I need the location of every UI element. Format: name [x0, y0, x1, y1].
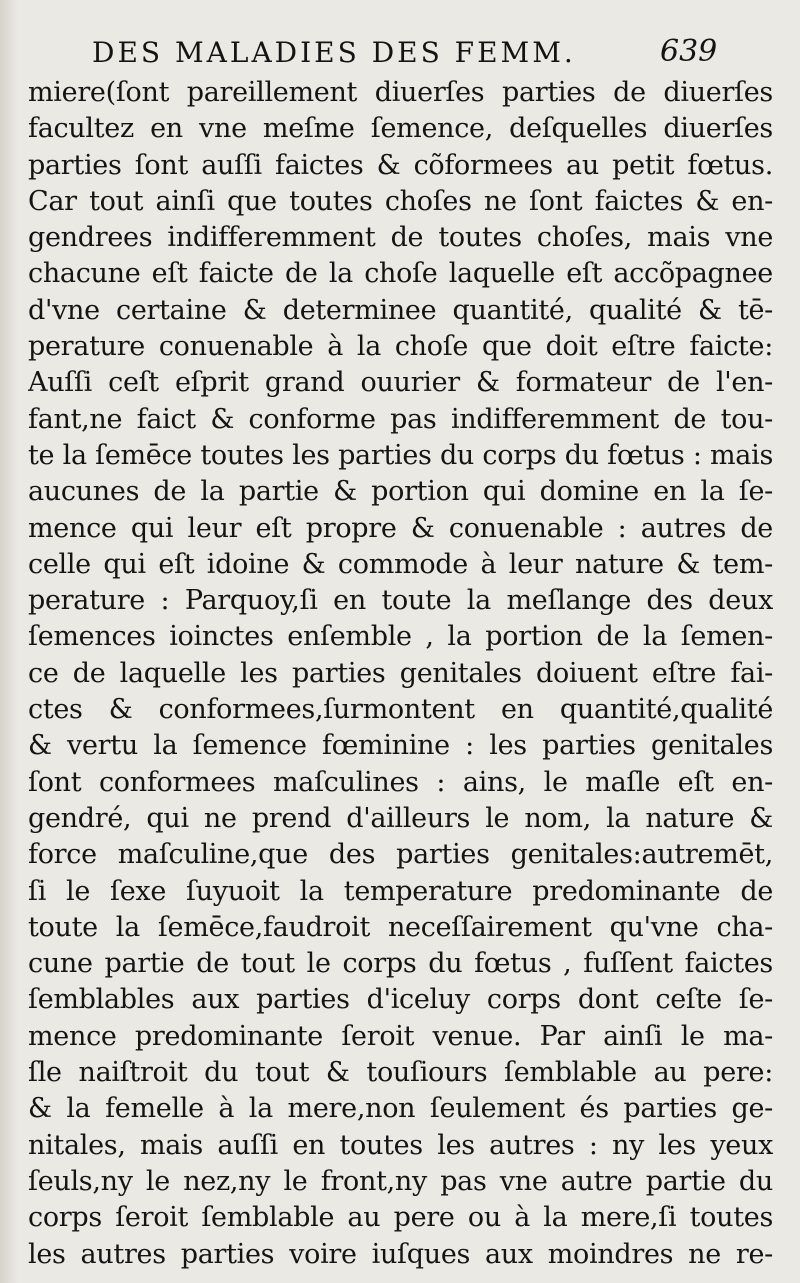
- text-line: ſont conformees maſculines : ains, le maſle eſt en-: [28, 766, 773, 798]
- page-body-text: [28, 75, 773, 1281]
- running-title: DES MALADIES DES FEMM.: [92, 36, 576, 69]
- text-line: ſemences ioinctes enſemble , la portion de la ſemen-: [28, 621, 773, 653]
- text-line: aucunes de la partie & portion qui domine en la ſe-: [28, 476, 773, 508]
- text-line: perature conuenable à la choſe que doit eſtre faicte:: [28, 331, 773, 363]
- text-line: miere(ſont pareillement diuerſes parties de diuerſes: [28, 77, 773, 108]
- text-line: parties ſont auſſi faictes & cõformees au petit fœtus.: [28, 149, 773, 181]
- text-line: ſi le ſexe ſuyuoit la temperature predominante de: [28, 875, 773, 907]
- text-line: te la ſemēce toutes les parties du corps du fœtus : mais: [28, 439, 773, 471]
- text-line: mence predominante ſeroit venue. Par ainſi le ma-: [28, 1020, 773, 1052]
- text-line: facultez en vne meſme ſemence, deſquelles diuerſes: [28, 113, 773, 145]
- text-line: force maſculine,que des parties genitales:autremēt,: [28, 839, 773, 871]
- text-line: nitales, mais auſſi en toutes les autres : ny les yeux: [28, 1129, 773, 1161]
- text-line: ctes & conformees,ſurmontent en quantité,qualité: [28, 694, 773, 726]
- text-line: ſeuls,ny le nez,ny le front,ny pas vne autre partie du: [28, 1165, 773, 1197]
- text-line: gendré, qui ne prend d'ailleurs le nom, la nature &: [28, 802, 773, 834]
- text-line: celle qui eſt idoine & commode à leur nature & tem-: [28, 548, 773, 580]
- text-line: corps ſeroit ſemblable au pere ou à la mere,ſi toutes: [28, 1202, 773, 1234]
- text-line: ſle naiſtroit du tout & touſiours ſemblable au pere:: [28, 1057, 773, 1089]
- text-line: Car tout ainſi que toutes choſes ne ſont faictes & en-: [28, 185, 773, 217]
- text-line: & la femelle à la mere,non ſeulement és parties ge-: [28, 1093, 773, 1125]
- text-line: toute la ſemēce,faudroit neceſſairement qu'vne cha-: [28, 911, 773, 943]
- text-line: gendrees indifferemment de toutes choſes, mais vne: [28, 222, 773, 254]
- page-header: [0, 30, 800, 80]
- text-line: chacune eſt faicte de la choſe laquelle eſt accõpagnee: [28, 258, 773, 290]
- text-line: fant,ne faict & conforme pas indifferemment de tou-: [28, 403, 773, 435]
- text-line: Auſſi ceſt eſprit grand ouurier & formateur de l'en-: [28, 367, 773, 399]
- text-line: & vertu la ſemence fœminine : les parties genitales: [28, 730, 773, 762]
- text-line: ce de laquelle les parties genitales doiuent eſtre fai-: [28, 657, 773, 689]
- gutter-shadow: [0, 0, 18, 1283]
- page-number: 639: [660, 34, 718, 69]
- text-line: cune partie de tout le corps du fœtus , fuſſent faictes: [28, 948, 773, 980]
- text-line: ſemblables aux parties d'iceluy corps dont ceſte ſe-: [28, 984, 773, 1016]
- text-line: les autres parties voire iuſques aux moindres ne re-: [28, 1238, 773, 1270]
- text-line: perature : Parquoy,ſi en toute la meſlange des deux: [28, 585, 773, 617]
- text-line: d'vne certaine & determinee quantité, qualité & tē-: [28, 294, 773, 326]
- text-line: mence qui leur eſt propre & conuenable : autres de: [28, 512, 773, 544]
